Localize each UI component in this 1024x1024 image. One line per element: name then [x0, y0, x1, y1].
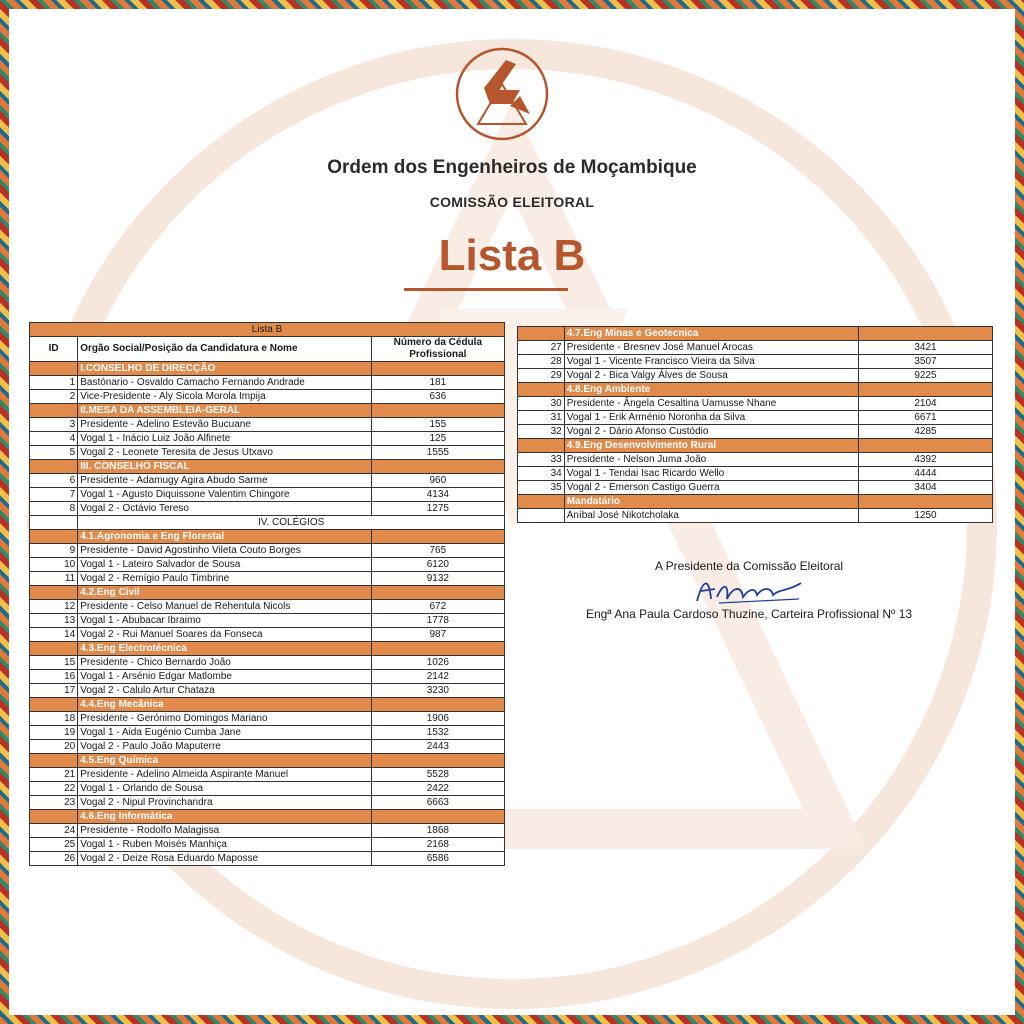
row-card-number: 2168 — [371, 838, 504, 852]
section-spacer — [30, 404, 78, 418]
row-id: 19 — [30, 726, 78, 740]
row-candidate: Presidente - Ângela Cesaltina Uamusse Nhane — [564, 397, 858, 411]
row-candidate: Vogal 2 - Remígio Paulo Timbrine — [78, 572, 371, 586]
table-row — [30, 502, 505, 516]
section-spacer — [518, 495, 565, 509]
section-spacer — [371, 404, 504, 418]
row-card-number: 1555 — [371, 446, 504, 460]
section-header-row — [518, 495, 993, 509]
row-candidate: Presidente - Gerónimo Domingos Mariano — [78, 712, 371, 726]
section-spacer — [30, 460, 78, 474]
row-candidate: Vogal 1 - Abubacar Ibraimo — [78, 614, 371, 628]
table-row — [30, 558, 505, 572]
row-card-number: 6120 — [371, 558, 504, 572]
section-label: 4.3.Eng Electrotécnica — [78, 642, 371, 656]
row-candidate: Vogal 1 - Tendai Isac Ricardo Wello — [564, 467, 858, 481]
row-card-number: 4134 — [371, 488, 504, 502]
row-id: 27 — [518, 341, 565, 355]
row-candidate: Vogal 2 - Leonete Teresita de Jesus Utxavo — [78, 446, 371, 460]
row-id: 1 — [30, 376, 78, 390]
oem-logo-icon — [454, 46, 550, 142]
section-header-row — [30, 810, 505, 824]
section-spacer — [518, 327, 565, 341]
section-label: 4.1.Agronomia e Eng Florestal — [78, 530, 371, 544]
row-id: 3 — [30, 418, 78, 432]
section-header-row — [30, 404, 505, 418]
row-id: 26 — [30, 852, 78, 866]
row-card-number: 1906 — [371, 712, 504, 726]
section-header-row — [30, 698, 505, 712]
row-candidate: Vogal 2 - Dário Afonso Custódio — [564, 425, 858, 439]
section-spacer — [371, 460, 504, 474]
row-card-number: 9132 — [371, 572, 504, 586]
candidates-table-right — [517, 326, 993, 523]
row-id: 18 — [30, 712, 78, 726]
row-card-number: 960 — [371, 474, 504, 488]
organization-name: Ordem dos Engenheiros de Moçambique — [327, 157, 697, 178]
section-header-row — [518, 383, 993, 397]
row-card-number: 125 — [371, 432, 504, 446]
row-candidate: Vogal 2 - Calulo Artur Chataza — [78, 684, 371, 698]
section-header-row — [30, 586, 505, 600]
column-header-position: Orgão Social/Posição da Candidatura e Nome — [78, 337, 371, 362]
section-header-row — [30, 530, 505, 544]
section-spacer — [30, 642, 78, 656]
row-card-number: 2104 — [858, 397, 992, 411]
row-id — [518, 509, 565, 523]
section-header-row — [518, 439, 993, 453]
table-row — [30, 628, 505, 642]
section-label: 4.9.Eng Desenvolvimento Rural — [564, 439, 858, 453]
row-card-number: 9225 — [858, 369, 992, 383]
section-spacer — [371, 698, 504, 712]
section-label: 4.6.Eng Informática — [78, 810, 371, 824]
row-card-number: 765 — [371, 544, 504, 558]
section-label: 4.8.Eng Ambiente — [564, 383, 858, 397]
row-candidate: Vogal 2 - Bica Valgy Álves de Sousa — [564, 369, 858, 383]
row-candidate: Aníbal José Nikotcholaka — [564, 509, 858, 523]
row-id: 12 — [30, 600, 78, 614]
row-id: 6 — [30, 474, 78, 488]
row-card-number: 6663 — [371, 796, 504, 810]
row-card-number: 2443 — [371, 740, 504, 754]
section-header-row — [30, 362, 505, 376]
table-row — [518, 509, 993, 523]
section-spacer — [30, 362, 78, 376]
row-id: 24 — [30, 824, 78, 838]
row-candidate: Presidente - Celso Manuel de Rehentula Nicols — [78, 600, 371, 614]
section-spacer — [30, 810, 78, 824]
table-row — [30, 838, 505, 852]
row-id: 17 — [30, 684, 78, 698]
section-label: III. CONSELHO FISCAL — [78, 460, 371, 474]
row-candidate: Presidente - Chico Bernardo João — [78, 656, 371, 670]
section-header-row — [30, 642, 505, 656]
row-id: 5 — [30, 446, 78, 460]
signature-title: A Presidente da Comissão Eleitoral — [654, 559, 844, 573]
section-spacer — [858, 495, 992, 509]
row-card-number: 1250 — [858, 509, 992, 523]
row-candidate: Vogal 1 - Aida Eugénio Cumba Jane — [78, 726, 371, 740]
table-row — [30, 852, 505, 866]
row-card-number: 155 — [371, 418, 504, 432]
table-row — [30, 432, 505, 446]
section-spacer — [30, 516, 78, 530]
table-row — [30, 712, 505, 726]
section-label: 4.2.Eng Civil — [78, 586, 371, 600]
row-candidate: Vogal 2 - Rui Manuel Soares da Fonseca — [78, 628, 371, 642]
signature-icon — [689, 573, 809, 607]
table-row — [518, 369, 993, 383]
row-candidate: Vogal 1 - Ruben Moisés Manhiça — [78, 838, 371, 852]
row-id: 22 — [30, 782, 78, 796]
section-spacer — [371, 362, 504, 376]
row-id: 11 — [30, 572, 78, 586]
row-id: 13 — [30, 614, 78, 628]
section-spacer — [371, 642, 504, 656]
row-candidate: Vogal 1 - Orlando de Sousa — [78, 782, 371, 796]
section-label: IV. COLÉGIOS — [78, 516, 505, 530]
page-title: Lista B — [438, 231, 586, 280]
row-candidate: Presidente - David Agostinho Vileta Couto Borges — [78, 544, 371, 558]
row-id: 28 — [518, 355, 565, 369]
row-id: 2 — [30, 390, 78, 404]
row-id: 30 — [518, 397, 565, 411]
table-row — [30, 614, 505, 628]
candidates-table-left — [29, 322, 505, 866]
row-card-number: 2422 — [371, 782, 504, 796]
table-row — [518, 341, 993, 355]
row-candidate: Presidente - Adelino Almeida Aspirante Manuel — [78, 768, 371, 782]
table-row — [518, 481, 993, 495]
row-id: 33 — [518, 453, 565, 467]
row-card-number: 1868 — [371, 824, 504, 838]
table-row — [518, 397, 993, 411]
table-row — [30, 726, 505, 740]
row-candidate: Vogal 1 - Inácio Luiz João Alfinete — [78, 432, 371, 446]
row-id: 7 — [30, 488, 78, 502]
row-candidate: Vogal 1 - Vicente Francisco Vieira da Silva — [564, 355, 858, 369]
row-id: 8 — [30, 502, 78, 516]
table-row — [518, 355, 993, 369]
row-id: 20 — [30, 740, 78, 754]
section-spacer — [371, 810, 504, 824]
row-card-number: 3507 — [858, 355, 992, 369]
row-card-number: 987 — [371, 628, 504, 642]
section-spacer — [371, 530, 504, 544]
row-id: 32 — [518, 425, 565, 439]
section-label: 4.5.Eng Química — [78, 754, 371, 768]
table-row — [30, 390, 505, 404]
table-band-label: Lista B — [30, 323, 505, 337]
row-candidate: Presidente - Rodolfo Malagissa — [78, 824, 371, 838]
row-card-number: 4444 — [858, 467, 992, 481]
row-candidate: Vogal 2 - Paulo João Maputerre — [78, 740, 371, 754]
row-id: 14 — [30, 628, 78, 642]
section-spacer — [30, 698, 78, 712]
row-card-number: 181 — [371, 376, 504, 390]
row-card-number: 636 — [371, 390, 504, 404]
section-spacer — [518, 383, 565, 397]
row-card-number: 2142 — [371, 670, 504, 684]
row-card-number: 5528 — [371, 768, 504, 782]
table-row — [30, 824, 505, 838]
row-card-number: 4285 — [858, 425, 992, 439]
table-row — [30, 782, 505, 796]
section-spacer — [30, 530, 78, 544]
section-label: I.CONSELHO DE DIRECÇÃO — [78, 362, 371, 376]
signature-block — [554, 559, 944, 621]
section-label: Mandatário — [564, 495, 858, 509]
section-label: 4.7.Eng Minas e Geotecnica — [564, 327, 858, 341]
section-spacer — [30, 586, 78, 600]
section-spacer — [371, 586, 504, 600]
section-label: 4.4.Eng Mecânica — [78, 698, 371, 712]
table-row — [518, 467, 993, 481]
title-underline — [404, 288, 568, 291]
table-band — [30, 323, 505, 337]
row-card-number: 1532 — [371, 726, 504, 740]
row-candidate: Presidente - Nelson Juma João — [564, 453, 858, 467]
table-row — [30, 684, 505, 698]
row-card-number: 1778 — [371, 614, 504, 628]
table-row — [30, 600, 505, 614]
table-row — [30, 740, 505, 754]
row-id: 21 — [30, 768, 78, 782]
section-spacer — [371, 754, 504, 768]
row-candidate: Presidente - Bresnev José Manuel Arocas — [564, 341, 858, 355]
row-candidate: Vogal 2 - Nipul Provinchandra — [78, 796, 371, 810]
row-card-number: 6671 — [858, 411, 992, 425]
row-candidate: Presidente - Adamugy Agira Abudo Sarme — [78, 474, 371, 488]
row-card-number: 672 — [371, 600, 504, 614]
row-candidate: Vogal 2 - Emerson Castigo Guerra — [564, 481, 858, 495]
row-candidate: Vogal 2 - Octávio Tereso — [78, 502, 371, 516]
row-card-number: 3421 — [858, 341, 992, 355]
row-candidate: Vogal 1 - Arsénio Edgar Matlombe — [78, 670, 371, 684]
section-header-row — [30, 460, 505, 474]
row-id: 15 — [30, 656, 78, 670]
table-row — [30, 796, 505, 810]
section-header-row — [30, 516, 505, 530]
row-candidate: Presidente - Adelino Estevão Bucuane — [78, 418, 371, 432]
row-candidate: Bastónario - Osvaldo Camacho Fernando Andrade — [78, 376, 371, 390]
section-header-row — [30, 754, 505, 768]
row-id: 31 — [518, 411, 565, 425]
document-page — [9, 9, 1015, 1015]
section-label: II.MESA DA ASSEMBLEIA-GERAL — [78, 404, 371, 418]
row-card-number: 3404 — [858, 481, 992, 495]
row-card-number: 4392 — [858, 453, 992, 467]
row-id: 34 — [518, 467, 565, 481]
table-row — [30, 488, 505, 502]
table-row — [30, 656, 505, 670]
table-row — [30, 544, 505, 558]
section-header-row — [518, 327, 993, 341]
row-candidate: Vice-Presidente - Aly Sicola Morola Impija — [78, 390, 371, 404]
handwritten-signature — [554, 573, 944, 607]
table-row — [30, 418, 505, 432]
row-candidate: Vogal 2 - Deize Rosa Eduardo Maposse — [78, 852, 371, 866]
section-spacer — [858, 439, 992, 453]
section-spacer — [858, 327, 992, 341]
row-id: 25 — [30, 838, 78, 852]
section-spacer — [30, 754, 78, 768]
table-row — [30, 572, 505, 586]
row-card-number: 1026 — [371, 656, 504, 670]
row-candidate: Vogal 1 - Agusto Diquissone Valentim Chingore — [78, 488, 371, 502]
table-row — [518, 425, 993, 439]
row-candidate: Vogal 1 - Erik Arménio Noronha da Silva — [564, 411, 858, 425]
row-card-number: 6586 — [371, 852, 504, 866]
row-id: 35 — [518, 481, 565, 495]
table-row — [518, 411, 993, 425]
section-spacer — [858, 383, 992, 397]
row-card-number: 3230 — [371, 684, 504, 698]
row-id: 23 — [30, 796, 78, 810]
table-row — [30, 446, 505, 460]
row-id: 9 — [30, 544, 78, 558]
row-card-number: 1275 — [371, 502, 504, 516]
table-column-headers — [30, 337, 505, 362]
row-id: 16 — [30, 670, 78, 684]
table-row — [30, 670, 505, 684]
row-candidate: Vogal 1 - Lateiro Salvador de Sousa — [78, 558, 371, 572]
table-row — [30, 768, 505, 782]
column-header-id: ID — [30, 337, 78, 362]
section-spacer — [518, 439, 565, 453]
commission-name: COMISSÃO ELEITORAL — [429, 194, 595, 210]
table-row — [30, 376, 505, 390]
row-id: 10 — [30, 558, 78, 572]
row-id: 29 — [518, 369, 565, 383]
signatory-name: Engª Ana Paula Cardoso Thuzine, Carteira Profissional Nº 13 — [585, 607, 913, 621]
table-row — [518, 453, 993, 467]
table-row — [30, 474, 505, 488]
column-header-card-number: Número da Cédula Profissional — [371, 337, 504, 362]
row-id: 4 — [30, 432, 78, 446]
